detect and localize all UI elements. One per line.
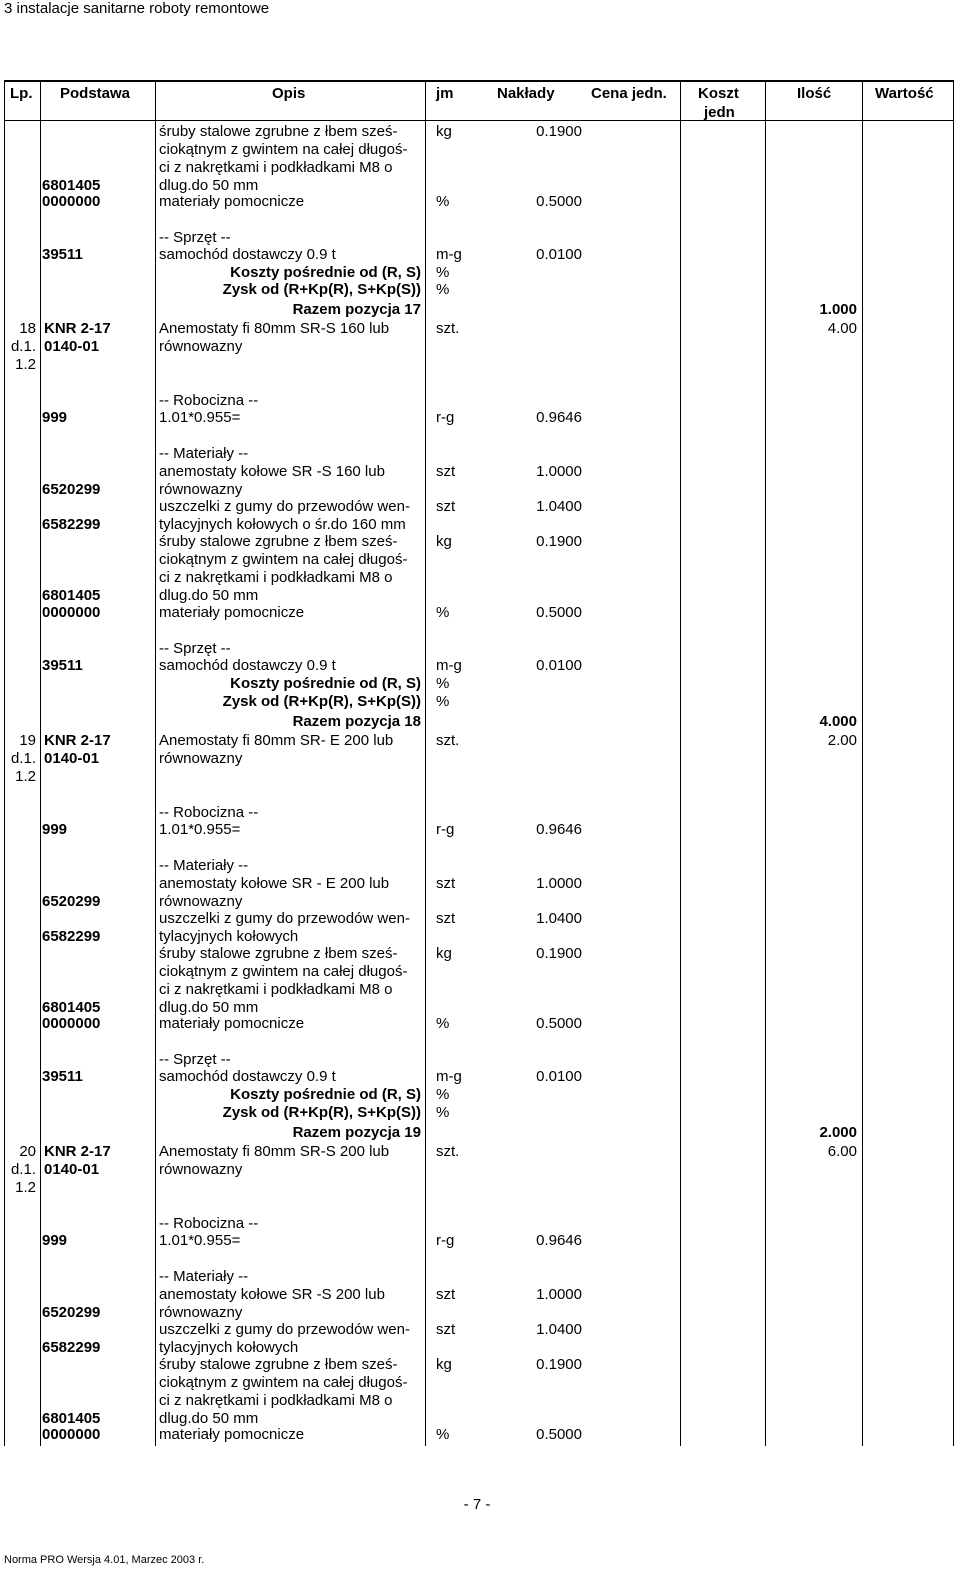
description-line: -- Materiały -- bbox=[159, 857, 249, 874]
position-number: d.1. bbox=[10, 338, 36, 355]
table-top-border bbox=[4, 80, 954, 82]
quantity: 6.00 bbox=[827, 1143, 857, 1160]
description-line: materiały pomocnicze bbox=[159, 1015, 305, 1032]
position-number: 1.2 bbox=[15, 1179, 36, 1196]
description-line: anemostaty kołowe SR - E 200 lub bbox=[159, 875, 390, 892]
description-line: równowazny bbox=[159, 750, 243, 767]
column-divider-koszt bbox=[680, 80, 681, 1446]
unit: szt bbox=[436, 498, 456, 515]
position-number: 1.2 bbox=[15, 356, 36, 373]
resource-code: 39511 bbox=[42, 246, 83, 263]
unit: % bbox=[436, 1104, 450, 1121]
header-koszt-2: jedn bbox=[704, 104, 735, 121]
base-code: 0140-01 bbox=[44, 1161, 100, 1178]
description-line: -- Robocizna -- bbox=[159, 1215, 259, 1232]
description-line: ciokątnym z gwintem na całej długoś- bbox=[159, 551, 408, 568]
overhead-label: Zysk od (R+Kp(R), S+Kp(S)) bbox=[222, 281, 421, 298]
header-lp: Lp. bbox=[10, 85, 33, 102]
description-line: dlug.do 50 mm bbox=[159, 177, 259, 194]
unit: szt bbox=[436, 463, 456, 480]
description-line: samochód dostawczy 0.9 t bbox=[159, 246, 336, 263]
resource-code: 999 bbox=[42, 821, 68, 838]
quantity: 2.00 bbox=[827, 732, 857, 749]
description-line: ciokątnym z gwintem na całej długoś- bbox=[159, 1374, 408, 1391]
description-line: tylacyjnych kołowych bbox=[159, 1339, 299, 1356]
description-line: dlug.do 50 mm bbox=[159, 587, 259, 604]
norm-value: 0.0100 bbox=[536, 246, 582, 263]
norm-value: 1.0400 bbox=[536, 910, 582, 927]
description-line: ci z nakrętkami i podkładkami M8 o bbox=[159, 159, 393, 176]
description-line: -- Sprzęt -- bbox=[159, 640, 231, 657]
resource-code: 6801405 bbox=[42, 999, 101, 1016]
header-naklady: Nakłady bbox=[497, 85, 555, 102]
base-code: KNR 2-17 bbox=[44, 1143, 111, 1160]
table-header-divider bbox=[4, 120, 954, 121]
position-number: 1.2 bbox=[15, 768, 36, 785]
description-line: ciokątnym z gwintem na całej długoś- bbox=[159, 963, 408, 980]
description-line: 1.01*0.955= bbox=[159, 1232, 241, 1249]
unit: r-g bbox=[436, 821, 455, 838]
quantity: 2.000 bbox=[819, 1124, 857, 1141]
overhead-label: Koszty pośrednie od (R, S) bbox=[230, 675, 421, 692]
resource-code: 6582299 bbox=[42, 1339, 101, 1356]
description-line: anemostaty kołowe SR -S 200 lub bbox=[159, 1286, 385, 1303]
description-line: samochód dostawczy 0.9 t bbox=[159, 657, 336, 674]
resource-code: 6582299 bbox=[42, 516, 101, 533]
unit: r-g bbox=[436, 409, 455, 426]
description-line: -- Materiały -- bbox=[159, 1268, 249, 1285]
header-cena: Cena jedn. bbox=[591, 85, 667, 102]
resource-code: 6582299 bbox=[42, 928, 101, 945]
overhead-label: Zysk od (R+Kp(R), S+Kp(S)) bbox=[222, 693, 421, 710]
header-podstawa: Podstawa bbox=[60, 85, 131, 102]
position-number: d.1. bbox=[10, 750, 36, 767]
description-line: uszczelki z gumy do przewodów wen- bbox=[159, 498, 410, 515]
unit: kg bbox=[436, 945, 452, 962]
description-line: dlug.do 50 mm bbox=[159, 999, 259, 1016]
page-title: 3 instalacje sanitarne roboty remontowe bbox=[4, 0, 270, 17]
unit: szt bbox=[436, 1286, 456, 1303]
unit: % bbox=[436, 1426, 450, 1443]
description-line: śruby stalowe zgrubne z łbem sześ- bbox=[159, 533, 398, 550]
description-line: materiały pomocnicze bbox=[159, 1426, 305, 1443]
resource-code: 0000000 bbox=[42, 1426, 101, 1443]
column-divider-wartosc bbox=[862, 80, 863, 1446]
resource-code: 6801405 bbox=[42, 587, 101, 604]
description-line: tylacyjnych kołowych o śr.do 160 mm bbox=[159, 516, 406, 533]
description-line: -- Sprzęt -- bbox=[159, 1051, 231, 1068]
unit: kg bbox=[436, 123, 452, 140]
norm-value: 0.9646 bbox=[536, 821, 582, 838]
description-line: -- Robocizna -- bbox=[159, 392, 259, 409]
unit: szt bbox=[436, 910, 456, 927]
description-line: materiały pomocnicze bbox=[159, 193, 305, 210]
description-line: uszczelki z gumy do przewodów wen- bbox=[159, 1321, 410, 1338]
description-line: Anemostaty fi 80mm SR-S 200 lub bbox=[159, 1143, 390, 1160]
description-line: anemostaty kołowe SR -S 160 lub bbox=[159, 463, 385, 480]
resource-code: 6520299 bbox=[42, 481, 101, 498]
norm-value: 0.1900 bbox=[536, 945, 582, 962]
description-line: równowazny bbox=[159, 481, 243, 498]
description-line: -- Robocizna -- bbox=[159, 804, 259, 821]
resource-code: 39511 bbox=[42, 1068, 83, 1085]
unit: % bbox=[436, 604, 450, 621]
norm-value: 0.1900 bbox=[536, 1356, 582, 1373]
description-line: śruby stalowe zgrubne z łbem sześ- bbox=[159, 945, 398, 962]
unit: % bbox=[436, 1086, 450, 1103]
unit: % bbox=[436, 1015, 450, 1032]
unit: m-g bbox=[436, 246, 462, 263]
page-number: - 7 - bbox=[463, 1496, 491, 1513]
description-line: 1.01*0.955= bbox=[159, 409, 241, 426]
norm-value: 0.5000 bbox=[536, 1426, 582, 1443]
header-koszt-1: Koszt bbox=[698, 85, 739, 102]
resource-code: 0000000 bbox=[42, 1015, 101, 1032]
unit: kg bbox=[436, 1356, 452, 1373]
norm-value: 1.0400 bbox=[536, 1321, 582, 1338]
norm-value: 1.0000 bbox=[536, 1286, 582, 1303]
position-number: 19 bbox=[19, 732, 36, 749]
description-line: śruby stalowe zgrubne z łbem sześ- bbox=[159, 123, 398, 140]
header-jm: jm bbox=[436, 85, 454, 102]
description-line: ci z nakrętkami i podkładkami M8 o bbox=[159, 569, 393, 586]
unit: szt bbox=[436, 1321, 456, 1338]
description-line: ci z nakrętkami i podkładkami M8 o bbox=[159, 1392, 393, 1409]
position-total-label: Razem pozycja 19 bbox=[292, 1124, 421, 1141]
description-line: -- Materiały -- bbox=[159, 445, 249, 462]
resource-code: 999 bbox=[42, 1232, 68, 1249]
position-number: 18 bbox=[19, 320, 36, 337]
description-line: ci z nakrętkami i podkładkami M8 o bbox=[159, 981, 393, 998]
resource-code: 999 bbox=[42, 409, 68, 426]
norm-value: 0.5000 bbox=[536, 604, 582, 621]
resource-code: 6801405 bbox=[42, 177, 101, 194]
position-total-label: Razem pozycja 18 bbox=[292, 713, 421, 730]
unit: kg bbox=[436, 533, 452, 550]
position-number: d.1. bbox=[10, 1161, 36, 1178]
unit: % bbox=[436, 193, 450, 210]
resource-code: 6520299 bbox=[42, 1304, 101, 1321]
quantity: 1.000 bbox=[819, 301, 857, 318]
description-line: śruby stalowe zgrubne z łbem sześ- bbox=[159, 1356, 398, 1373]
description-line: dlug.do 50 mm bbox=[159, 1410, 259, 1427]
description-line: materiały pomocnicze bbox=[159, 604, 305, 621]
unit: % bbox=[436, 281, 450, 298]
description-line: tylacyjnych kołowych bbox=[159, 928, 299, 945]
description-line: ciokątnym z gwintem na całej długoś- bbox=[159, 141, 408, 158]
description-line: 1.01*0.955= bbox=[159, 821, 241, 838]
header-opis: Opis bbox=[272, 85, 306, 102]
resource-code: 0000000 bbox=[42, 604, 101, 621]
unit: szt. bbox=[436, 1143, 460, 1160]
position-number: 20 bbox=[19, 1143, 36, 1160]
unit: m-g bbox=[436, 657, 462, 674]
overhead-label: Koszty pośrednie od (R, S) bbox=[230, 1086, 421, 1103]
quantity: 4.000 bbox=[819, 713, 857, 730]
column-divider-ilosc bbox=[765, 80, 766, 1446]
unit: r-g bbox=[436, 1232, 455, 1249]
resource-code: 6801405 bbox=[42, 1410, 101, 1427]
description-line: uszczelki z gumy do przewodów wen- bbox=[159, 910, 410, 927]
description-line: równowazny bbox=[159, 338, 243, 355]
unit: szt. bbox=[436, 732, 460, 749]
description-line: samochód dostawczy 0.9 t bbox=[159, 1068, 336, 1085]
norm-value: 0.9646 bbox=[536, 1232, 582, 1249]
description-line: Anemostaty fi 80mm SR-S 160 lub bbox=[159, 320, 390, 337]
description-line: równowazny bbox=[159, 1304, 243, 1321]
base-code: KNR 2-17 bbox=[44, 732, 111, 749]
resource-code: 39511 bbox=[42, 657, 83, 674]
table-right-border bbox=[953, 80, 954, 1446]
norm-value: 1.0000 bbox=[536, 875, 582, 892]
description-line: -- Sprzęt -- bbox=[159, 229, 231, 246]
unit: % bbox=[436, 693, 450, 710]
header-wartosc: Wartość bbox=[875, 85, 934, 102]
base-code: 0140-01 bbox=[44, 750, 100, 767]
description-line: Anemostaty fi 80mm SR- E 200 lub bbox=[159, 732, 394, 749]
unit: m-g bbox=[436, 1068, 462, 1085]
norm-value: 0.0100 bbox=[536, 657, 582, 674]
unit: % bbox=[436, 675, 450, 692]
description-line: równowazny bbox=[159, 1161, 243, 1178]
norm-value: 0.5000 bbox=[536, 1015, 582, 1032]
norm-value: 1.0400 bbox=[536, 498, 582, 515]
base-code: KNR 2-17 bbox=[44, 320, 111, 337]
norm-value: 0.1900 bbox=[536, 123, 582, 140]
position-total-label: Razem pozycja 17 bbox=[292, 301, 421, 318]
base-code: 0140-01 bbox=[44, 338, 100, 355]
unit: szt. bbox=[436, 320, 460, 337]
norm-value: 0.1900 bbox=[536, 533, 582, 550]
quantity: 4.00 bbox=[827, 320, 857, 337]
footer-software-version: Norma PRO Wersja 4.01, Marzec 2003 r. bbox=[4, 1554, 205, 1566]
norm-value: 1.0000 bbox=[536, 463, 582, 480]
resource-code: 0000000 bbox=[42, 193, 101, 210]
header-ilosc: Ilość bbox=[797, 85, 832, 102]
description-line: równowazny bbox=[159, 893, 243, 910]
norm-value: 0.5000 bbox=[536, 193, 582, 210]
norm-value: 0.0100 bbox=[536, 1068, 582, 1085]
unit: szt bbox=[436, 875, 456, 892]
overhead-label: Zysk od (R+Kp(R), S+Kp(S)) bbox=[222, 1104, 421, 1121]
overhead-label: Koszty pośrednie od (R, S) bbox=[230, 264, 421, 281]
resource-code: 6520299 bbox=[42, 893, 101, 910]
unit: % bbox=[436, 264, 450, 281]
norm-value: 0.9646 bbox=[536, 409, 582, 426]
